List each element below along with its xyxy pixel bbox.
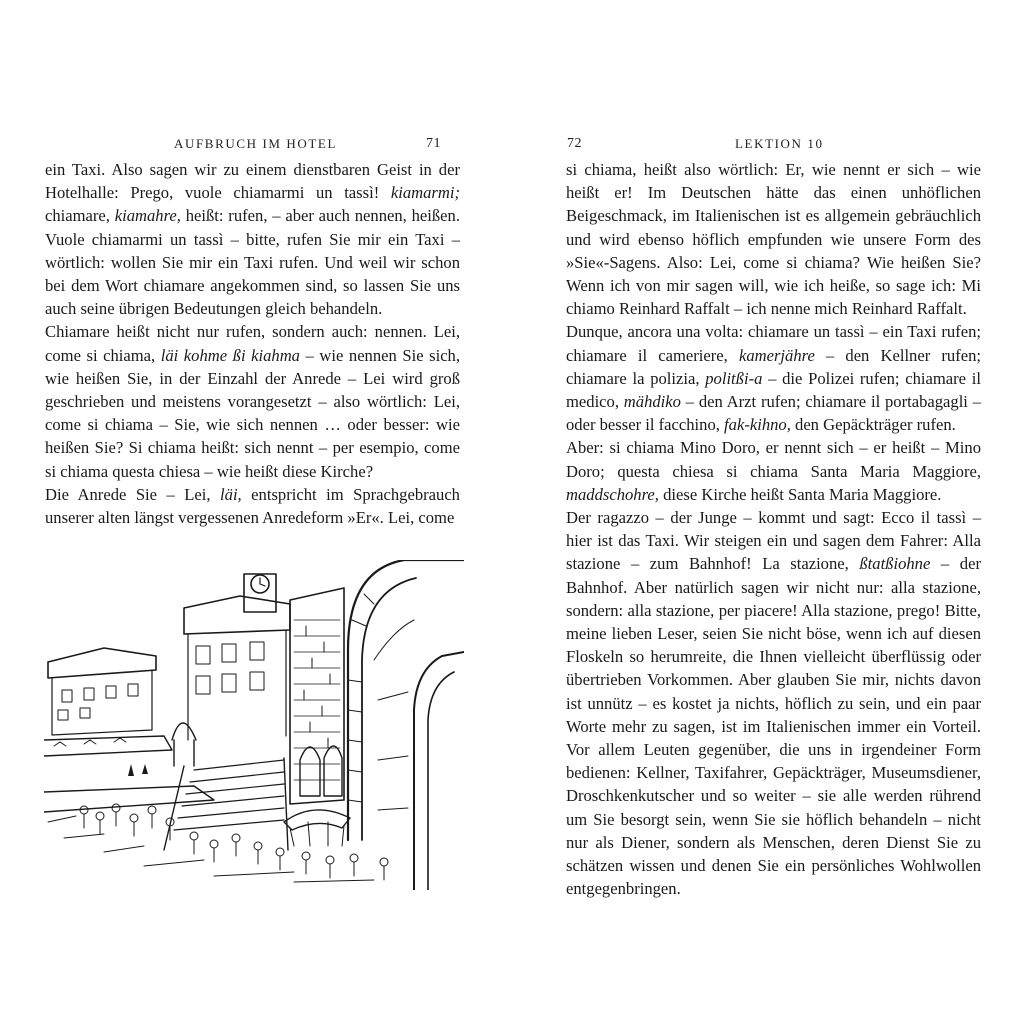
text-run: den Gepäckträger rufen.: [790, 415, 956, 435]
illustration: [44, 560, 464, 890]
text-run: Chiamare heißt nicht nur rufen, sondern auch: nennen. Lei, come si chiama,: [45, 322, 460, 365]
text-run: Dunque, ancora una volta: chiamare un tassì – ein Taxi rufen; chiamare il cameriere,: [566, 322, 981, 365]
left-running-head-title: AUFBRUCH IM HOTEL: [174, 136, 337, 151]
right-page: [512, 0, 1024, 1024]
pronunciation-text: mähdiko: [623, 392, 681, 412]
text-run: si chiama, heißt also wörtlich: Er, wie nennt er sich – wie heißt er! Im Deutschen hätte das einen unhöflichen Beigeschmack, im Italienischen ist es allgemein gebräuchlich und wird ebenso höflich empfunden wie unsere Form des »Sie«-Sagens. Also: Lei, come si chiama? Wie heißen Sie? Wenn ich von mir sagen will, wie ich heiße, so sage ich: Mi chiamo Reinhard Raffalt – ich nenne mich Reinhard Raffalt.: [566, 160, 981, 319]
pronunciation-text: läi,: [220, 484, 242, 504]
text-run: Aber: si chiama Mino Doro, er nennt sich – er heißt – Mino Doro; questa chiesa si chiama Santa Maria Maggiore,: [566, 438, 981, 481]
paragraph: [566, 158, 981, 320]
left-page-number: 71: [426, 136, 441, 151]
left-body-text: [45, 158, 460, 529]
left-running-head: [174, 136, 464, 152]
text-run: Die Anrede Sie – Lei,: [45, 484, 221, 504]
pronunciation-text: kiamahre,: [114, 206, 181, 226]
pronunciation-text: kiamarmi;: [390, 183, 460, 203]
text-run: Der ragazzo – der Junge – kommt und sagt: Ecco il tassì – hier ist das Taxi. Wir steigen ein und sagen dem Fahrer: Alla stazione – zum Bahnhof! La stazione,: [566, 508, 981, 574]
italian-street-scene-sketch-icon: [44, 560, 464, 890]
paragraph: [566, 320, 981, 436]
pronunciation-text: kamerjähre: [738, 345, 815, 365]
pronunciation-text: läi kohme ßi kiahma: [160, 345, 300, 365]
text-run: chiamare,: [45, 206, 115, 226]
text-run: – der Bahnhof. Aber natürlich sagen wir nicht nur: alla stazione, sondern: alla stazione, per piacere! Alla stazione, prego! Bitte, meine lieben Leser, seien Sie nicht böse, wenn ich auf diesen Floskeln so herumreite, die Ihnen vielleicht überflüssig oder übertrieben Vorkommen. Aber glauben Sie mir, nichts davon ist unnütz – es kostet ja nichts, höflich zu sein, und ein paar Worte mehr zu sagen, ist im Italienischen immer ein Vorteil. Vor allem Leuten gegenüber, die uns in irgendeiner Form bedienen: Kellner, Taxifahrer, Gepäckträger, Museumsdiener, Droschkenkutscher und so weiter – sie alle werden rührend um Sie besorgt sein, wenn Sie sie höflich behandeln – nicht nur als Diener, sondern als Menschen, deren Dienst Sie zu schätzen wissen und denen Sie ein persönliches Wohlwollen entgegenbringen.: [566, 554, 981, 899]
paragraph: [566, 506, 981, 900]
paragraph: [45, 320, 460, 482]
pronunciation-text: maddschohre,: [566, 484, 659, 504]
paragraph: [566, 436, 981, 506]
text-run: heißt: rufen, – aber auch nennen, heißen. Vuole chiamarmi un tassì – bitte, rufen Sie mir ein Taxi – wörtlich: wollen Sie mir ein Taxi rufen. Und weil wir schon bei dem Wort chiamare angekommen sind, so lassen Sie uns auch seine übrigen Bedeutungen gleich behandeln.: [45, 206, 460, 319]
text-run: – wie nennen Sie sich, wie heißen Sie, in der Einzahl der Anrede – Lei wird groß geschrieben und meistens vorangesetzt – also wörtlich: Lei, come si chiama – Sie, wie sich nennen … oder besser: wie heißen Sie? Si chiama heißt: sich nennt – per esempio, come si chiama questa chiesa – wie heißt diese Kirche?: [45, 345, 461, 481]
pronunciation-text: politßi-a: [705, 368, 763, 388]
text-run: ein Taxi. Also sagen wir zu einem dienstbaren Geist in der Hotelhalle: Prego, vuole chiamarmi un tassì!: [45, 160, 460, 203]
text-run: – den Kellner rufen; chiamare la polizia,: [566, 345, 981, 388]
paragraph: [45, 483, 460, 529]
text-run: – die Polizei rufen; chiamare il medico,: [566, 368, 981, 412]
text-run: diese Kirche heißt Santa Maria Maggiore.: [658, 484, 942, 504]
right-body-text: [566, 158, 981, 901]
text-run: – den Arzt rufen; chiamare il portabagagli – oder besser il facchino,: [566, 392, 982, 435]
text-run: entspricht im Sprachgebrauch unserer alten längst vergessenen Anredeform »Er«. Lei, come: [45, 484, 460, 528]
right-page-number: 72: [567, 136, 582, 151]
pronunciation-text: fak-kihno,: [724, 415, 791, 435]
pronunciation-text: ßtatßiohne: [859, 554, 931, 574]
paragraph: [45, 158, 460, 320]
right-running-head-title: LEKTION 10: [735, 136, 824, 151]
